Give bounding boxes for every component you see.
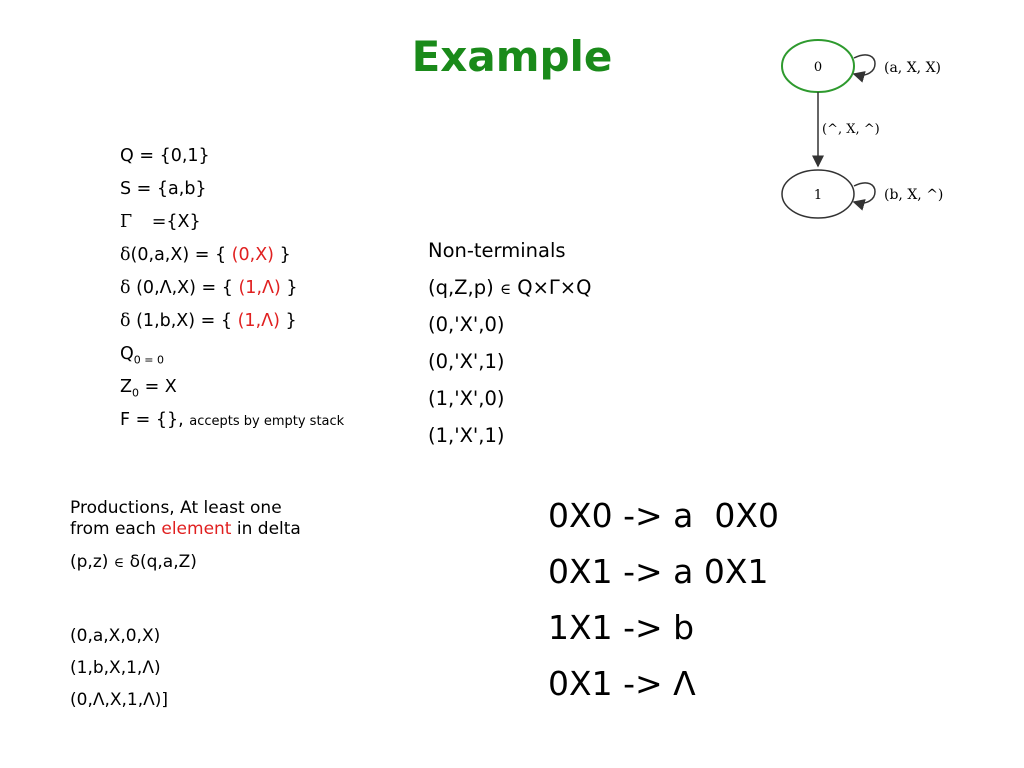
- state-1-loop: [854, 183, 875, 203]
- z0-base: Z: [120, 377, 132, 397]
- line2-a: from each: [70, 519, 162, 539]
- grammar-rule: 0X1 -> a 0X1: [548, 552, 769, 591]
- grammar-rule: 0X0 -> a 0X0: [548, 496, 779, 535]
- form-right: Q×Γ×Q: [511, 276, 592, 299]
- production-item: (0,a,X,0,X): [70, 626, 161, 646]
- q0-sub: 0 = 0: [133, 353, 164, 367]
- element-of-symbol: ∈: [113, 555, 125, 571]
- def-delta-2: [120, 272, 344, 305]
- nonterminals-block: [428, 232, 591, 454]
- nonterminal-item: (1,'X',0): [428, 387, 505, 410]
- slide-title: Example: [411, 32, 613, 81]
- state-0-label: 0: [813, 60, 823, 75]
- def-delta-3: [120, 305, 344, 338]
- nonterminals-form: [428, 269, 591, 306]
- def-q: Q = {0,1}: [120, 146, 210, 166]
- delta-1-text: (0,a,X) = {: [130, 245, 232, 265]
- pda-definition: [120, 140, 344, 437]
- state-0-loop-label: (a, X, X): [884, 60, 942, 76]
- delta-1-end: }: [274, 245, 291, 265]
- element-word: element: [161, 519, 232, 539]
- nonterminals-header: Non-terminals: [428, 239, 566, 262]
- delta-symbol: δ: [120, 245, 131, 265]
- rule-left: (p,z): [70, 552, 114, 572]
- state-1-label: 1: [813, 188, 823, 203]
- gamma-symbol: Γ: [120, 212, 133, 232]
- f-note: accepts by empty stack: [189, 414, 345, 429]
- production-item: (0,Λ,X,1,Λ)]: [70, 690, 169, 710]
- delta-symbol: δ: [120, 311, 131, 331]
- production-item: (1,b,X,1,Λ): [70, 658, 161, 678]
- productions-line-2: [70, 519, 301, 540]
- grammar-rule: 1X1 -> b: [548, 608, 695, 647]
- delta-2-end: }: [280, 278, 298, 298]
- state-diagram: [770, 30, 970, 230]
- def-f: [120, 404, 344, 437]
- nonterminal-item: (0,'X',1): [428, 350, 505, 373]
- def-q0: [120, 338, 344, 371]
- productions-rule: [70, 552, 301, 574]
- edge-0-to-1-label: (^, X, ^): [822, 122, 880, 137]
- nonterminal-item: (1,'X',1): [428, 424, 505, 447]
- delta-symbol: δ: [120, 278, 131, 298]
- gamma-equals: =: [151, 212, 167, 232]
- def-gamma: [120, 206, 344, 239]
- delta-2-text: (0,Λ,X) = {: [130, 278, 239, 298]
- q0-base: Q: [120, 344, 134, 364]
- def-z0: [120, 371, 344, 404]
- z0-sub: 0: [132, 386, 139, 400]
- productions-list: [70, 620, 168, 716]
- rule-right: δ(q,a,Z): [124, 552, 197, 572]
- productions-block: [70, 498, 301, 574]
- gamma-value: {X}: [166, 212, 201, 232]
- def-s: S = {a,b}: [120, 179, 207, 199]
- delta-3-end: }: [279, 311, 297, 331]
- state-1-loop-label: (b, X, ^): [884, 187, 944, 203]
- form-left: (q,Z,p): [428, 276, 500, 299]
- grammar-rule: 0X1 -> Λ: [548, 664, 696, 703]
- delta-1-result: (0,X): [231, 245, 275, 265]
- element-of-symbol: ∈: [499, 280, 512, 298]
- delta-3-text: (1,b,X) = {: [130, 311, 238, 331]
- grammar-rules: [548, 488, 779, 712]
- productions-line-1: Productions, At least one: [70, 498, 282, 518]
- delta-2-result: (1,Λ): [238, 278, 281, 298]
- state-0-loop: [854, 55, 875, 75]
- f-text: F = {},: [120, 410, 190, 430]
- nonterminal-item: (0,'X',0): [428, 313, 505, 336]
- z0-rest: = X: [139, 377, 177, 397]
- line2-b: in delta: [231, 519, 301, 539]
- delta-3-result: (1,Λ): [237, 311, 280, 331]
- def-delta-1: [120, 239, 344, 272]
